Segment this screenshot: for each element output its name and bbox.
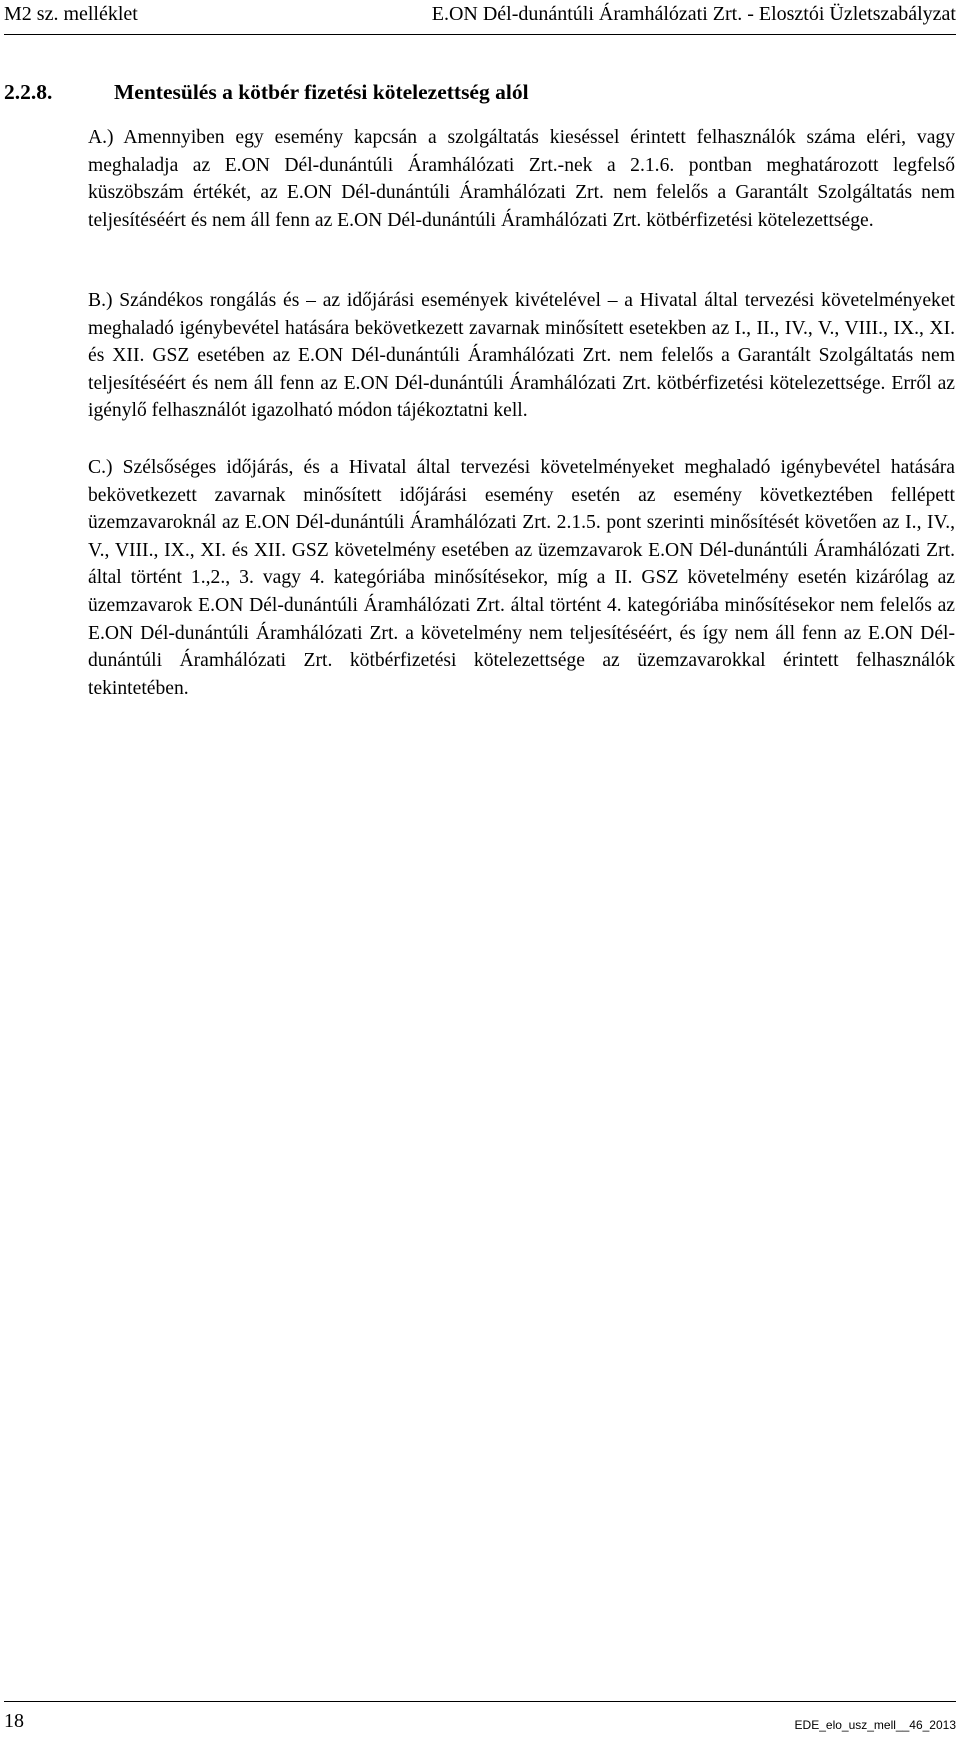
header-document-title: E.ON Dél-dunántúli Áramhálózati Zrt. - Elosztói Üzletszabályzat xyxy=(431,3,956,25)
page-number: 18 xyxy=(4,1710,24,1732)
paragraph-b-container xyxy=(88,287,955,425)
paragraph-a: A.) Amennyiben egy esemény kapcsán a szolgáltatás kieséssel érintett felhasználók száma eléri, vagy meghaladja az E.ON Dél-dunántúli Áramhálózati Zrt.-nek a 2.1.6. pontban meghatározott legfelső küszöbszám értékét, az E.ON Dél-dunántúli Áramhálózati Zrt. nem felelős a Garantált Szolgáltatás nem teljesítéséért és nem áll fenn az E.ON Dél-dunántúli Áramhálózati Zrt. kötbérfizetési kötelezettsége. xyxy=(88,127,955,231)
section-number: 2.2.8. xyxy=(4,80,53,104)
paragraph-b: B.) Szándékos rongálás és – az időjárási események kivételével – a Hivatal által tervezési követelményeket meghaladó igénybevétel hatására bekövetkezett zavarnak minősített esetekben az I., II., IV., V., VIII., IX., XI. és XII. GSZ esetében az E.ON Dél-dunántúli Áramhálózati Zrt. nem felelős a Garantált Szolgáltatás nem teljesítéséért és nem áll fenn az E.ON Dél-dunántúli Áramhálózati Zrt. kötbérfizetési kötelezettsége. Erről az igénylő felhasználót igazolható módon tájékoztatni kell. xyxy=(88,290,955,422)
paragraph-a-container xyxy=(88,124,955,234)
paragraph-c: C.) Szélsőséges időjárás, és a Hivatal által tervezési követelményeket meghaladó igénybevétel hatására bekövetkezett zavarnak minősített időjárási esemény esetén az esemény következtében fellépett üzemzavaroknál az E.ON Dél-dunántúli Áramhálózati Zrt. 2.1.5. pont szerinti minősítését követően az I., IV., V., VIII., IX., XI. és XII. GSZ követelmény esetében az üzemzavarok E.ON Dél-dunántúli Áramhálózati Zrt. által történt 1.,2., 3. vagy 4. kategóriába minősítésekor, míg a II. GSZ követelmény esetén kizárólag az üzemzavarok E.ON Dél-dunántúli Áramhálózati Zrt. által történt 4. kategóriába minősítésekor nem felelős az E.ON Dél-dunántúli Áramhálózati Zrt. a követelmény nem teljesítéséért, és így nem áll fenn az E.ON Dél-dunántúli Áramhálózati Zrt. kötbérfizetési kötelezettsége az üzemzavarokkal érintett felhasználók tekintetében. xyxy=(88,457,955,699)
page-header xyxy=(4,0,956,35)
header-annex-label: M2 sz. melléklet xyxy=(4,3,138,25)
paragraph-c-container xyxy=(88,454,955,702)
document-code: EDE_elo_usz_mell__46_2013 xyxy=(794,1718,956,1732)
page-footer xyxy=(4,1701,956,1744)
section-title: Mentesülés a kötbér fizetési kötelezettség alól xyxy=(114,80,529,104)
section-heading xyxy=(4,80,529,105)
